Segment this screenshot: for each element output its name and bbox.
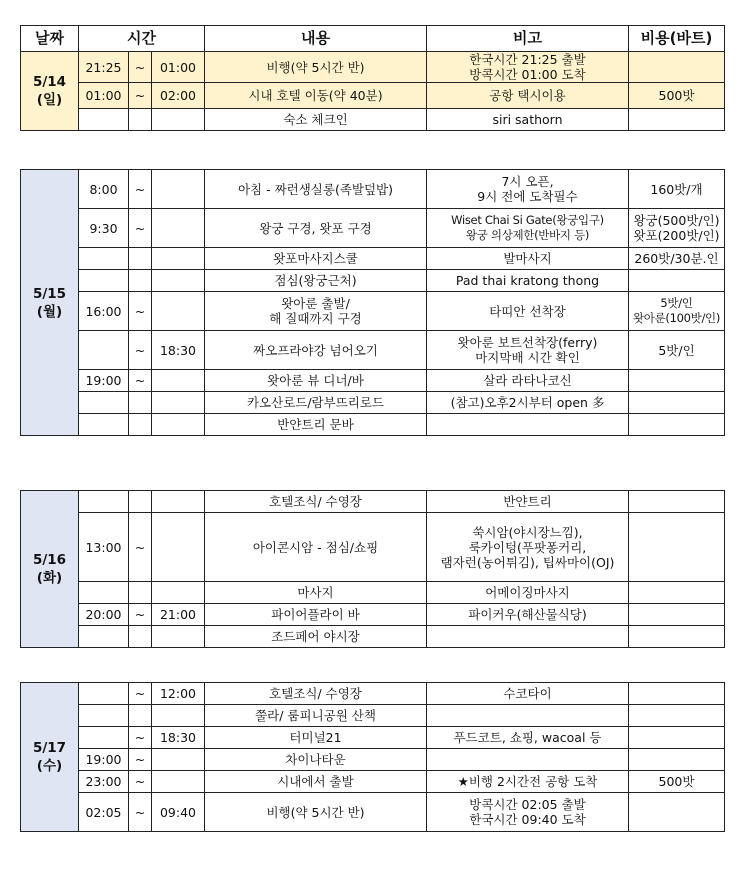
schedule-row [21, 491, 725, 513]
activity-content-line: 왓아룬 뷰 디너/바 [267, 373, 364, 388]
end-time [152, 270, 205, 292]
activity-cost [629, 109, 725, 131]
schedule-row [21, 626, 725, 648]
activity-note-line: 푸드코트, 쇼핑, wacoal 등 [453, 730, 602, 745]
schedule-row [21, 582, 725, 604]
activity-cost [629, 582, 725, 604]
time-tilde: ~ [129, 170, 152, 209]
activity-note-line: 살라 라타나코신 [483, 373, 572, 388]
activity-content [205, 626, 427, 648]
end-time [152, 626, 205, 648]
activity-note [427, 209, 629, 248]
start-time [79, 414, 129, 436]
activity-note [427, 513, 629, 582]
time-tilde [129, 109, 152, 131]
header-date: 날짜 [21, 26, 79, 52]
time-tilde [129, 705, 152, 727]
activity-cost [629, 705, 725, 727]
activity-cost [629, 513, 725, 582]
activity-content-line: 터미널21 [289, 730, 342, 745]
start-time [79, 491, 129, 513]
end-time: 12:00 [152, 683, 205, 705]
start-time [79, 392, 129, 414]
activity-cost-line: 260밧/30분.인 [634, 251, 719, 266]
activity-note [427, 370, 629, 392]
activity-note-line: Wiset Chai Si Gate(왕궁입구) [451, 213, 604, 227]
activity-content-line: 카오산로드/람부뜨리로드 [246, 395, 385, 410]
schedule-table-day2 [20, 169, 725, 436]
schedule-row [21, 414, 725, 436]
schedule-row [21, 392, 725, 414]
time-tilde: ~ [129, 793, 152, 832]
schedule-table-day3 [20, 490, 725, 648]
activity-note [427, 705, 629, 727]
time-tilde: ~ [129, 292, 152, 331]
time-tilde [129, 270, 152, 292]
activity-content [205, 604, 427, 626]
activity-content [205, 582, 427, 604]
activity-note [427, 248, 629, 270]
activity-content-line: 아이콘시암 - 점심/쇼핑 [252, 539, 379, 555]
schedule-row [21, 683, 725, 705]
start-time: 23:00 [79, 771, 129, 793]
activity-content-line: 파이어플라이 바 [271, 607, 360, 622]
activity-note-line: 한국시간 09:40 도착 [469, 812, 586, 827]
activity-content [205, 270, 427, 292]
end-time [152, 392, 205, 414]
schedule-row [21, 209, 725, 248]
day-date-cell [21, 52, 79, 131]
activity-note-line: 방콕시간 02:05 출발 [469, 797, 586, 812]
day-date-cell [21, 491, 79, 648]
schedule-row [21, 705, 725, 727]
header-cost: 비용(바트) [629, 26, 725, 52]
activity-cost [629, 414, 725, 436]
activity-content-line: 조드페어 야시장 [271, 629, 360, 644]
activity-content-line: 차이나타운 [285, 752, 346, 767]
end-time [152, 292, 205, 331]
activity-note-line: siri sathorn [492, 112, 563, 127]
day-date: 5/14 [32, 74, 67, 90]
end-time [152, 414, 205, 436]
start-time: 19:00 [79, 370, 129, 392]
start-time: 21:25 [79, 52, 129, 83]
end-time [152, 109, 205, 131]
end-time [152, 491, 205, 513]
header-row [21, 26, 725, 52]
activity-content [205, 370, 427, 392]
day-date: 5/17 [32, 740, 67, 756]
time-tilde [129, 248, 152, 270]
activity-cost [629, 727, 725, 749]
day-weekday: (일) [36, 92, 63, 108]
activity-note [427, 771, 629, 793]
start-time: 19:00 [79, 749, 129, 771]
end-time [152, 209, 205, 248]
schedule-row [21, 793, 725, 832]
time-tilde: ~ [129, 370, 152, 392]
schedule-row [21, 52, 725, 83]
activity-cost [629, 392, 725, 414]
schedule-row [21, 604, 725, 626]
activity-content-line: 점심(왕궁근처) [274, 273, 357, 288]
activity-note-line: 수코타이 [503, 686, 552, 701]
activity-note [427, 491, 629, 513]
activity-content [205, 209, 427, 248]
start-time [79, 727, 129, 749]
activity-note-line: (참고)오후2시부터 open 多 [450, 395, 605, 410]
activity-content [205, 109, 427, 131]
end-time: 02:00 [152, 83, 205, 109]
activity-content [205, 771, 427, 793]
end-time [152, 749, 205, 771]
activity-content-line: 시내에서 출발 [277, 774, 354, 789]
activity-cost [629, 83, 725, 109]
activity-note [427, 109, 629, 131]
activity-content [205, 683, 427, 705]
start-time: 8:00 [79, 170, 129, 209]
activity-note [427, 793, 629, 832]
activity-note-line: 타띠안 선착장 [489, 303, 566, 319]
schedule-row [21, 292, 725, 331]
activity-content-line: 왓포마사지스쿨 [273, 251, 358, 266]
activity-note [427, 392, 629, 414]
end-time: 18:30 [152, 727, 205, 749]
time-tilde: ~ [129, 52, 152, 83]
activity-note [427, 683, 629, 705]
activity-content [205, 749, 427, 771]
schedule-row [21, 270, 725, 292]
activity-note-line: 왓아룬 보트선착장(ferry) [457, 335, 598, 350]
time-tilde: ~ [129, 749, 152, 771]
activity-note-line: 공항 택시이용 [489, 88, 566, 103]
start-time [79, 683, 129, 705]
activity-cost [629, 491, 725, 513]
activity-content [205, 414, 427, 436]
activity-cost-line: 왓포(200밧/인) [633, 228, 720, 243]
time-tilde: ~ [129, 513, 152, 582]
activity-cost [629, 170, 725, 209]
time-tilde [129, 414, 152, 436]
end-time: 01:00 [152, 52, 205, 83]
start-time: 20:00 [79, 604, 129, 626]
activity-content [205, 513, 427, 582]
start-time [79, 705, 129, 727]
activity-content [205, 292, 427, 331]
activity-note [427, 52, 629, 83]
activity-cost [629, 248, 725, 270]
activity-content [205, 170, 427, 209]
day-date: 5/15 [32, 285, 67, 302]
activity-cost [629, 52, 725, 83]
start-time: 02:05 [79, 793, 129, 832]
end-time [152, 170, 205, 209]
schedule-row [21, 83, 725, 109]
schedule-row [21, 513, 725, 582]
time-tilde: ~ [129, 209, 152, 248]
activity-content [205, 248, 427, 270]
schedule-row [21, 727, 725, 749]
schedule-row [21, 749, 725, 771]
activity-note-line: ★비행 2시간전 공항 도착 [457, 774, 598, 789]
activity-content [205, 491, 427, 513]
schedule-row [21, 109, 725, 131]
activity-note-line: 램자런(농어튀김), 팁싸마이(OJ) [440, 554, 615, 570]
activity-content [205, 52, 427, 83]
schedule-row [21, 248, 725, 270]
activity-content-line: 비행(약 5시간 반) [266, 804, 365, 820]
activity-cost-line: 500밧 [658, 88, 695, 103]
activity-cost-line: 5밧/인 [658, 342, 695, 358]
schedule-row [21, 170, 725, 209]
activity-note-line: 발마사지 [503, 251, 552, 266]
activity-note [427, 626, 629, 648]
start-time: 13:00 [79, 513, 129, 582]
activity-note-line: 마지막배 시간 확인 [475, 350, 580, 365]
activity-note-line: 파이커우(해산물식당) [468, 607, 587, 622]
activity-note-line: 9시 전에 도착필수 [477, 189, 578, 204]
activity-content-line: 마사지 [297, 585, 334, 600]
activity-note-line: 쑥시암(야시장느낌), [472, 524, 583, 540]
schedule-row [21, 771, 725, 793]
activity-note-line: 7시 오픈, [501, 174, 554, 189]
activity-cost [629, 209, 725, 248]
activity-content [205, 793, 427, 832]
schedule-row [21, 331, 725, 370]
activity-content-line: 호텔조식/ 수영장 [269, 494, 362, 509]
activity-cost-line: 160밧/개 [650, 181, 703, 197]
activity-content-line: 해 질때까지 구경 [269, 311, 362, 326]
activity-content [205, 392, 427, 414]
activity-note [427, 604, 629, 626]
end-time [152, 370, 205, 392]
activity-content-line: 아침 - 짜런생실롱(족발덮밥) [237, 181, 394, 197]
time-tilde: ~ [129, 604, 152, 626]
activity-note [427, 414, 629, 436]
activity-note-line: 왕궁 의상제한(반바지 등) [465, 228, 590, 242]
start-time [79, 582, 129, 604]
activity-note [427, 331, 629, 370]
activity-note [427, 582, 629, 604]
day-weekday: (월) [36, 303, 63, 320]
time-tilde [129, 491, 152, 513]
activity-content-line: 숙소 체크인 [283, 112, 348, 127]
end-time [152, 513, 205, 582]
activity-cost [629, 331, 725, 370]
activity-cost-line: 500밧 [658, 774, 695, 789]
start-time [79, 626, 129, 648]
activity-note [427, 170, 629, 209]
activity-content [205, 727, 427, 749]
activity-cost [629, 771, 725, 793]
day-weekday: (화) [36, 570, 63, 586]
activity-content-line: 쭐라/ 룸피니공원 산책 [255, 708, 376, 723]
activity-cost [629, 270, 725, 292]
activity-note [427, 292, 629, 331]
activity-content-line: 비행(약 5시간 반) [266, 59, 365, 75]
schedule-row [21, 370, 725, 392]
end-time: 21:00 [152, 604, 205, 626]
activity-cost [629, 749, 725, 771]
end-time [152, 582, 205, 604]
activity-cost-line: 5밧/인 [660, 296, 693, 310]
activity-note [427, 83, 629, 109]
start-time [79, 248, 129, 270]
activity-content-line: 왓아룬 출발/ [281, 296, 350, 311]
end-time: 09:40 [152, 793, 205, 832]
time-tilde: ~ [129, 83, 152, 109]
activity-cost [629, 683, 725, 705]
start-time [79, 331, 129, 370]
time-tilde [129, 392, 152, 414]
time-tilde: ~ [129, 727, 152, 749]
start-time [79, 109, 129, 131]
activity-cost [629, 370, 725, 392]
end-time [152, 248, 205, 270]
activity-content [205, 331, 427, 370]
time-tilde: ~ [129, 683, 152, 705]
activity-note-line: Pad thai kratong thong [455, 273, 600, 288]
day-date-cell [21, 170, 79, 436]
schedule-table-day1 [20, 25, 725, 131]
activity-note-line: 룩카이텅(푸팟퐁커리, [468, 539, 587, 555]
start-time: 9:30 [79, 209, 129, 248]
start-time [79, 270, 129, 292]
end-time [152, 771, 205, 793]
activity-content [205, 705, 427, 727]
day-date: 5/16 [32, 552, 67, 568]
activity-note [427, 727, 629, 749]
header-note: 비고 [427, 26, 629, 52]
activity-cost [629, 292, 725, 331]
time-tilde: ~ [129, 771, 152, 793]
activity-content-line: 왕궁 구경, 왓포 구경 [259, 220, 372, 236]
end-time [152, 705, 205, 727]
activity-note-line: 반얀트리 [503, 494, 552, 509]
activity-content-line: 호텔조식/ 수영장 [269, 686, 362, 701]
activity-cost [629, 604, 725, 626]
time-tilde [129, 626, 152, 648]
header-time: 시간 [79, 26, 205, 52]
activity-cost [629, 626, 725, 648]
activity-content-line: 반얀트리 문바 [277, 417, 354, 432]
activity-cost-line: 왓아룬(100밧/인) [632, 311, 721, 325]
activity-note-line: 방콕시간 01:00 도착 [469, 67, 586, 82]
activity-note [427, 749, 629, 771]
activity-content [205, 83, 427, 109]
activity-note [427, 270, 629, 292]
activity-cost [629, 793, 725, 832]
day-weekday: (수) [36, 758, 63, 774]
day-date-cell [21, 683, 79, 832]
time-tilde: ~ [129, 331, 152, 370]
start-time: 16:00 [79, 292, 129, 331]
header-content: 내용 [205, 26, 427, 52]
activity-content-line: 짜오프라야강 넘어오기 [253, 342, 378, 358]
activity-note-line: 한국시간 21:25 출발 [469, 52, 586, 67]
start-time: 01:00 [79, 83, 129, 109]
activity-content-line: 시내 호텔 이동(약 40분) [248, 88, 383, 103]
end-time: 18:30 [152, 331, 205, 370]
activity-note-line: 어메이징마사지 [485, 585, 570, 600]
schedule-table-day4 [20, 682, 725, 832]
activity-cost-line: 왕궁(500밧/인) [633, 213, 720, 228]
time-tilde [129, 582, 152, 604]
